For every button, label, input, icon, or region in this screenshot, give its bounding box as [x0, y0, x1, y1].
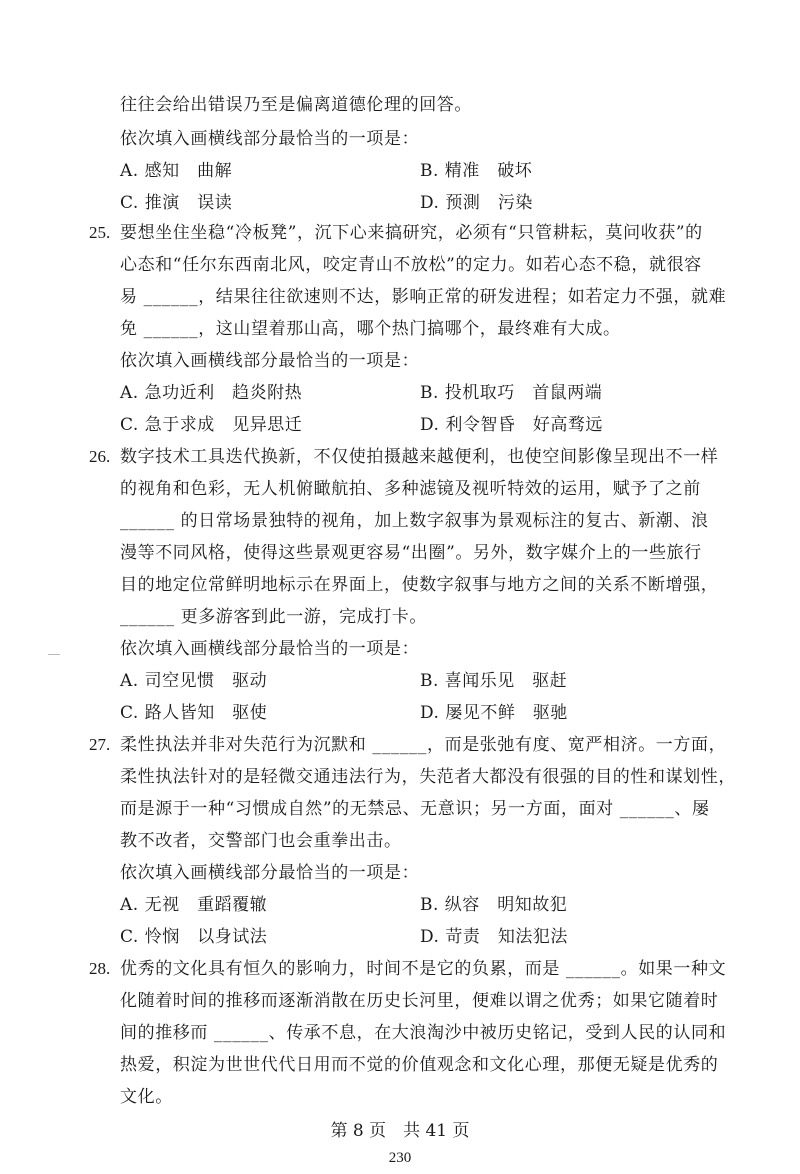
q27-number: 27. — [89, 735, 111, 754]
q28-line: 化随着时间的推移而逐渐消散在历史长河里，便难以谓之优秀；如果它随着时 — [120, 991, 719, 1011]
q27-option-c: C. 怜悯 以身试法 — [120, 927, 268, 947]
q24-option-b: B. 精准 破坏 — [420, 161, 533, 181]
q27-prompt: 依次填入画横线部分最恰当的一项是： — [120, 863, 420, 883]
q24-option-d: D. 预測 污染 — [420, 193, 533, 213]
q25-line: 心态和“任尔东西南北风，咬定青山不放松”的定力。如若心态不稳，就很容 — [120, 255, 702, 275]
q26-option-a: A. 司空见惯 驱动 — [120, 671, 268, 691]
page-number: 230 — [388, 1150, 412, 1166]
q25-line: 易 ______，结果往往欲速则不达，影响正常的研发进程；如若定力不强，就难 — [120, 287, 727, 307]
q26-prompt: 依次填入画横线部分最恰当的一项是： — [120, 639, 420, 659]
q26-number: 26. — [89, 447, 111, 466]
q24-text-line: 往往会给出错误乃至是偏离道德伦理的回答。 — [120, 95, 472, 115]
q28-line: 间的推移而 ______、传承不息，在大浪淘沙中被历史铭记，受到人民的认同和 — [120, 1023, 727, 1043]
q25-line: 免 ______，这山望着那山高，哪个热门搞哪个，最终难有大成。 — [120, 319, 621, 339]
q25-option-a: A. 急功近利 趋炎附热 — [120, 383, 303, 403]
scan-artifact — [48, 654, 60, 655]
q26-option-d: D. 屡见不鲜 驱驰 — [420, 703, 568, 723]
q28-number: 28. — [89, 959, 111, 978]
q24-prompt: 依次填入画横线部分最恰当的一项是： — [120, 129, 420, 149]
q26-line: ______ 的日常场景独特的视角，加上数字叙事为景观标注的复古、新潮、浪 — [120, 511, 709, 531]
q28-line: 文化。 — [120, 1087, 173, 1107]
q27-line: 柔性执法针对的是轻微交通违法行为，失范者大都没有很强的目的性和谋划性， — [120, 767, 736, 787]
q26-option-b: B. 喜闻乐见 驱赶 — [420, 671, 568, 691]
q24-option-a: A. 感知 曲解 — [120, 161, 233, 181]
q27-option-d: D. 苛责 知法犯法 — [420, 927, 568, 947]
q25-option-c: C. 急于求成 见异思迁 — [120, 415, 303, 435]
q28-line: 热爱，积淀为世世代代日用而不觉的价值观念和文化心理，那便无疑是优秀的 — [120, 1055, 719, 1075]
q25-option-b: B. 投机取巧 首鼠两端 — [420, 383, 603, 403]
q27-option-b: B. 纵容 明知故犯 — [420, 895, 568, 915]
q24-option-c: C. 推演 误读 — [120, 193, 233, 213]
q26-line: 目的地定位常鲜明地标示在界面上，使数字叙事与地方之间的关系不断增强， — [120, 575, 719, 595]
q27-option-a: A. 无视 重蹈覆辙 — [120, 895, 268, 915]
q27-line: 而是源于一种“习惯成自然”的无禁忌、无意识；另一方面，面对 ______、屡 — [120, 799, 710, 819]
q26-line: 的视角和色彩，无人机俯瞰航拍、多种滤镜及视听特效的运用，赋予了之前 — [120, 479, 701, 499]
q25-prompt: 依次填入画横线部分最恰当的一项是： — [120, 351, 420, 371]
q27-line: 教不改者，交警部门也会重拳出击。 — [120, 831, 402, 851]
q27-line: 柔性执法并非对失范行为沉默和 ______，而是张弛有度、宽严相济。一方面， — [120, 735, 727, 755]
q26-line: 漫等不同风格，使得这些景观更容易“出圈”。另外，数字媒介上的一些旅行 — [120, 543, 702, 563]
q25-line: 要想坐住坐稳“冷板凳”，沉下心来搞研究，必须有“只管耕耘，莫问收获”的 — [120, 223, 703, 243]
q25-option-d: D. 利令智昏 好高骛远 — [420, 415, 603, 435]
q26-line: ______ 更多游客到此一游，完成打卡。 — [120, 607, 428, 627]
q25-number: 25. — [89, 223, 111, 242]
q26-option-c: C. 路人皆知 驱使 — [120, 703, 268, 723]
page-count-label: 第 8 页 共 41 页 — [330, 1121, 470, 1141]
q26-line: 数字技术工具迭代换新，不仅使拍摄越来越便利，也使空间影像呈现出不一样 — [120, 447, 719, 467]
q28-line: 优秀的文化具有恒久的影响力，时间不是它的负累，而是 ______。如果一种文 — [120, 959, 727, 979]
